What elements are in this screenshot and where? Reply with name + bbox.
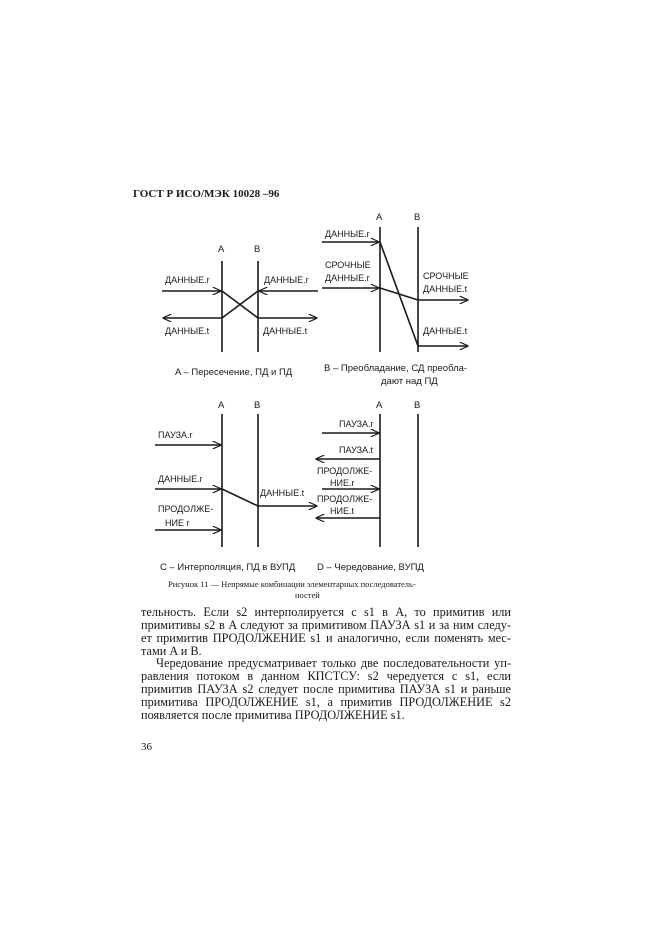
diagram-a-right-out: ДАННЫЕ.t [263, 326, 308, 336]
diagram-b-out1-line2: ДАННЫЕ.t [423, 284, 468, 294]
diagram-c-in2: ДАННЫЕ.r [158, 474, 203, 484]
page-number: 36 [141, 741, 152, 753]
paragraph-1-line: тами A и B. [141, 643, 202, 658]
diagram-c-out1: ДАННЫЕ.t [260, 488, 305, 498]
running-header: ГОСТ Р ИСО/МЭК 10028 –96 [133, 188, 280, 200]
paragraph-2-line: равления потоком в данном КПСТСУ: s2 чередуется с s1, если [141, 668, 511, 683]
paragraph-2-line: Чередование предусматривает только две последовательности уп- [156, 656, 511, 670]
diagram-b-caption-line1: B – Преобладание, СД преобла- [324, 363, 468, 374]
paragraph-2-line: примитив ПАУЗА s2 следует после примитива ПАУЗА s1 и раньше [141, 681, 511, 696]
paragraph-2-line: появляется после примитива ПРОДОЛЖЕНИЕ s1. [141, 707, 405, 722]
diagram-d-caption: D – Чередование, ВУПД [317, 562, 424, 573]
diagram-b-out2: ДАННЫЕ.t [423, 326, 468, 336]
diagram-b-out1-line1: СРОЧНЫЕ [423, 271, 469, 281]
paragraph-2-line: примитива ПРОДОЛЖЕНИЕ s1, а примитив ПРОДОЛЖЕНИЕ s2 [141, 694, 511, 709]
diagram-b-caption-line2: дают над ПД [381, 376, 438, 387]
diagram-c-col-a: A [218, 400, 225, 411]
diagram-a-col-a: A [218, 244, 225, 255]
diagram-d-col-a: A [376, 400, 383, 411]
diagram-a-caption: A – Пересечение, ПД и ПД [175, 367, 293, 378]
diagram-d-col-b: B [414, 400, 421, 411]
diagram-c-diag [222, 489, 258, 506]
diagram-d-in2-line2: НИЕ.r [330, 478, 355, 488]
diagram-b-col-a: A [376, 212, 383, 223]
diagram-a-left-out: ДАННЫЕ.t [165, 326, 210, 336]
diagram-a-right-in: ДАННЫЕ.r [264, 275, 309, 285]
diagram-c-in3-line2: НИЕ r [165, 518, 190, 528]
diagram-c-col-b: B [254, 400, 261, 411]
figure-caption-line1: Рисунок 11 — Непрямые комбинации элементарных последователь- [168, 579, 416, 589]
diagram-b-in2-line1: СРОЧНЫЕ [325, 260, 371, 270]
diagram-d-out2-line2: НИЕ.t [330, 506, 354, 516]
diagram-d-out1: ПАУЗА.t [339, 445, 374, 455]
diagram-b-diag-2 [380, 288, 418, 300]
paragraph-1-line: тельность. Если s2 интерполируется с s1 в A, то примитив или [141, 605, 511, 619]
paragraph-1 [141, 606, 511, 658]
paragraph-1-line: примитивы s2 в A следуют за примитивом ПАУЗА s1 и за ним следу- [141, 617, 511, 632]
diagram-c-in1: ПАУЗА.r [158, 430, 193, 440]
diagram-d-in1: ПАУЗА.r [339, 419, 374, 429]
diagram-b-in1: ДАННЫЕ.r [325, 229, 370, 239]
diagram-b-in2-line2: ДАННЫЕ.r [325, 273, 370, 283]
diagram-b-col-b: B [414, 212, 421, 223]
diagram-d-in2-line1: ПРОДОЛЖЕ- [317, 466, 373, 476]
diagram-d-out2-line1: ПРОДОЛЖЕ- [317, 494, 373, 504]
diagram-c-in3-line1: ПРОДОЛЖЕ- [158, 504, 214, 514]
diagram-c-caption: C – Интерполяция, ПД в ВУПД [160, 562, 296, 573]
paragraph-2 [141, 657, 511, 722]
diagram-a-col-b: B [254, 244, 261, 255]
paragraph-1-line: ет примитив ПРОДОЛЖЕНИЕ s1 и аналогично, если поменять мес- [141, 630, 511, 645]
diagram-a-left-in: ДАННЫЕ.r [165, 275, 210, 285]
figure-caption-line2: ностей [295, 590, 320, 600]
